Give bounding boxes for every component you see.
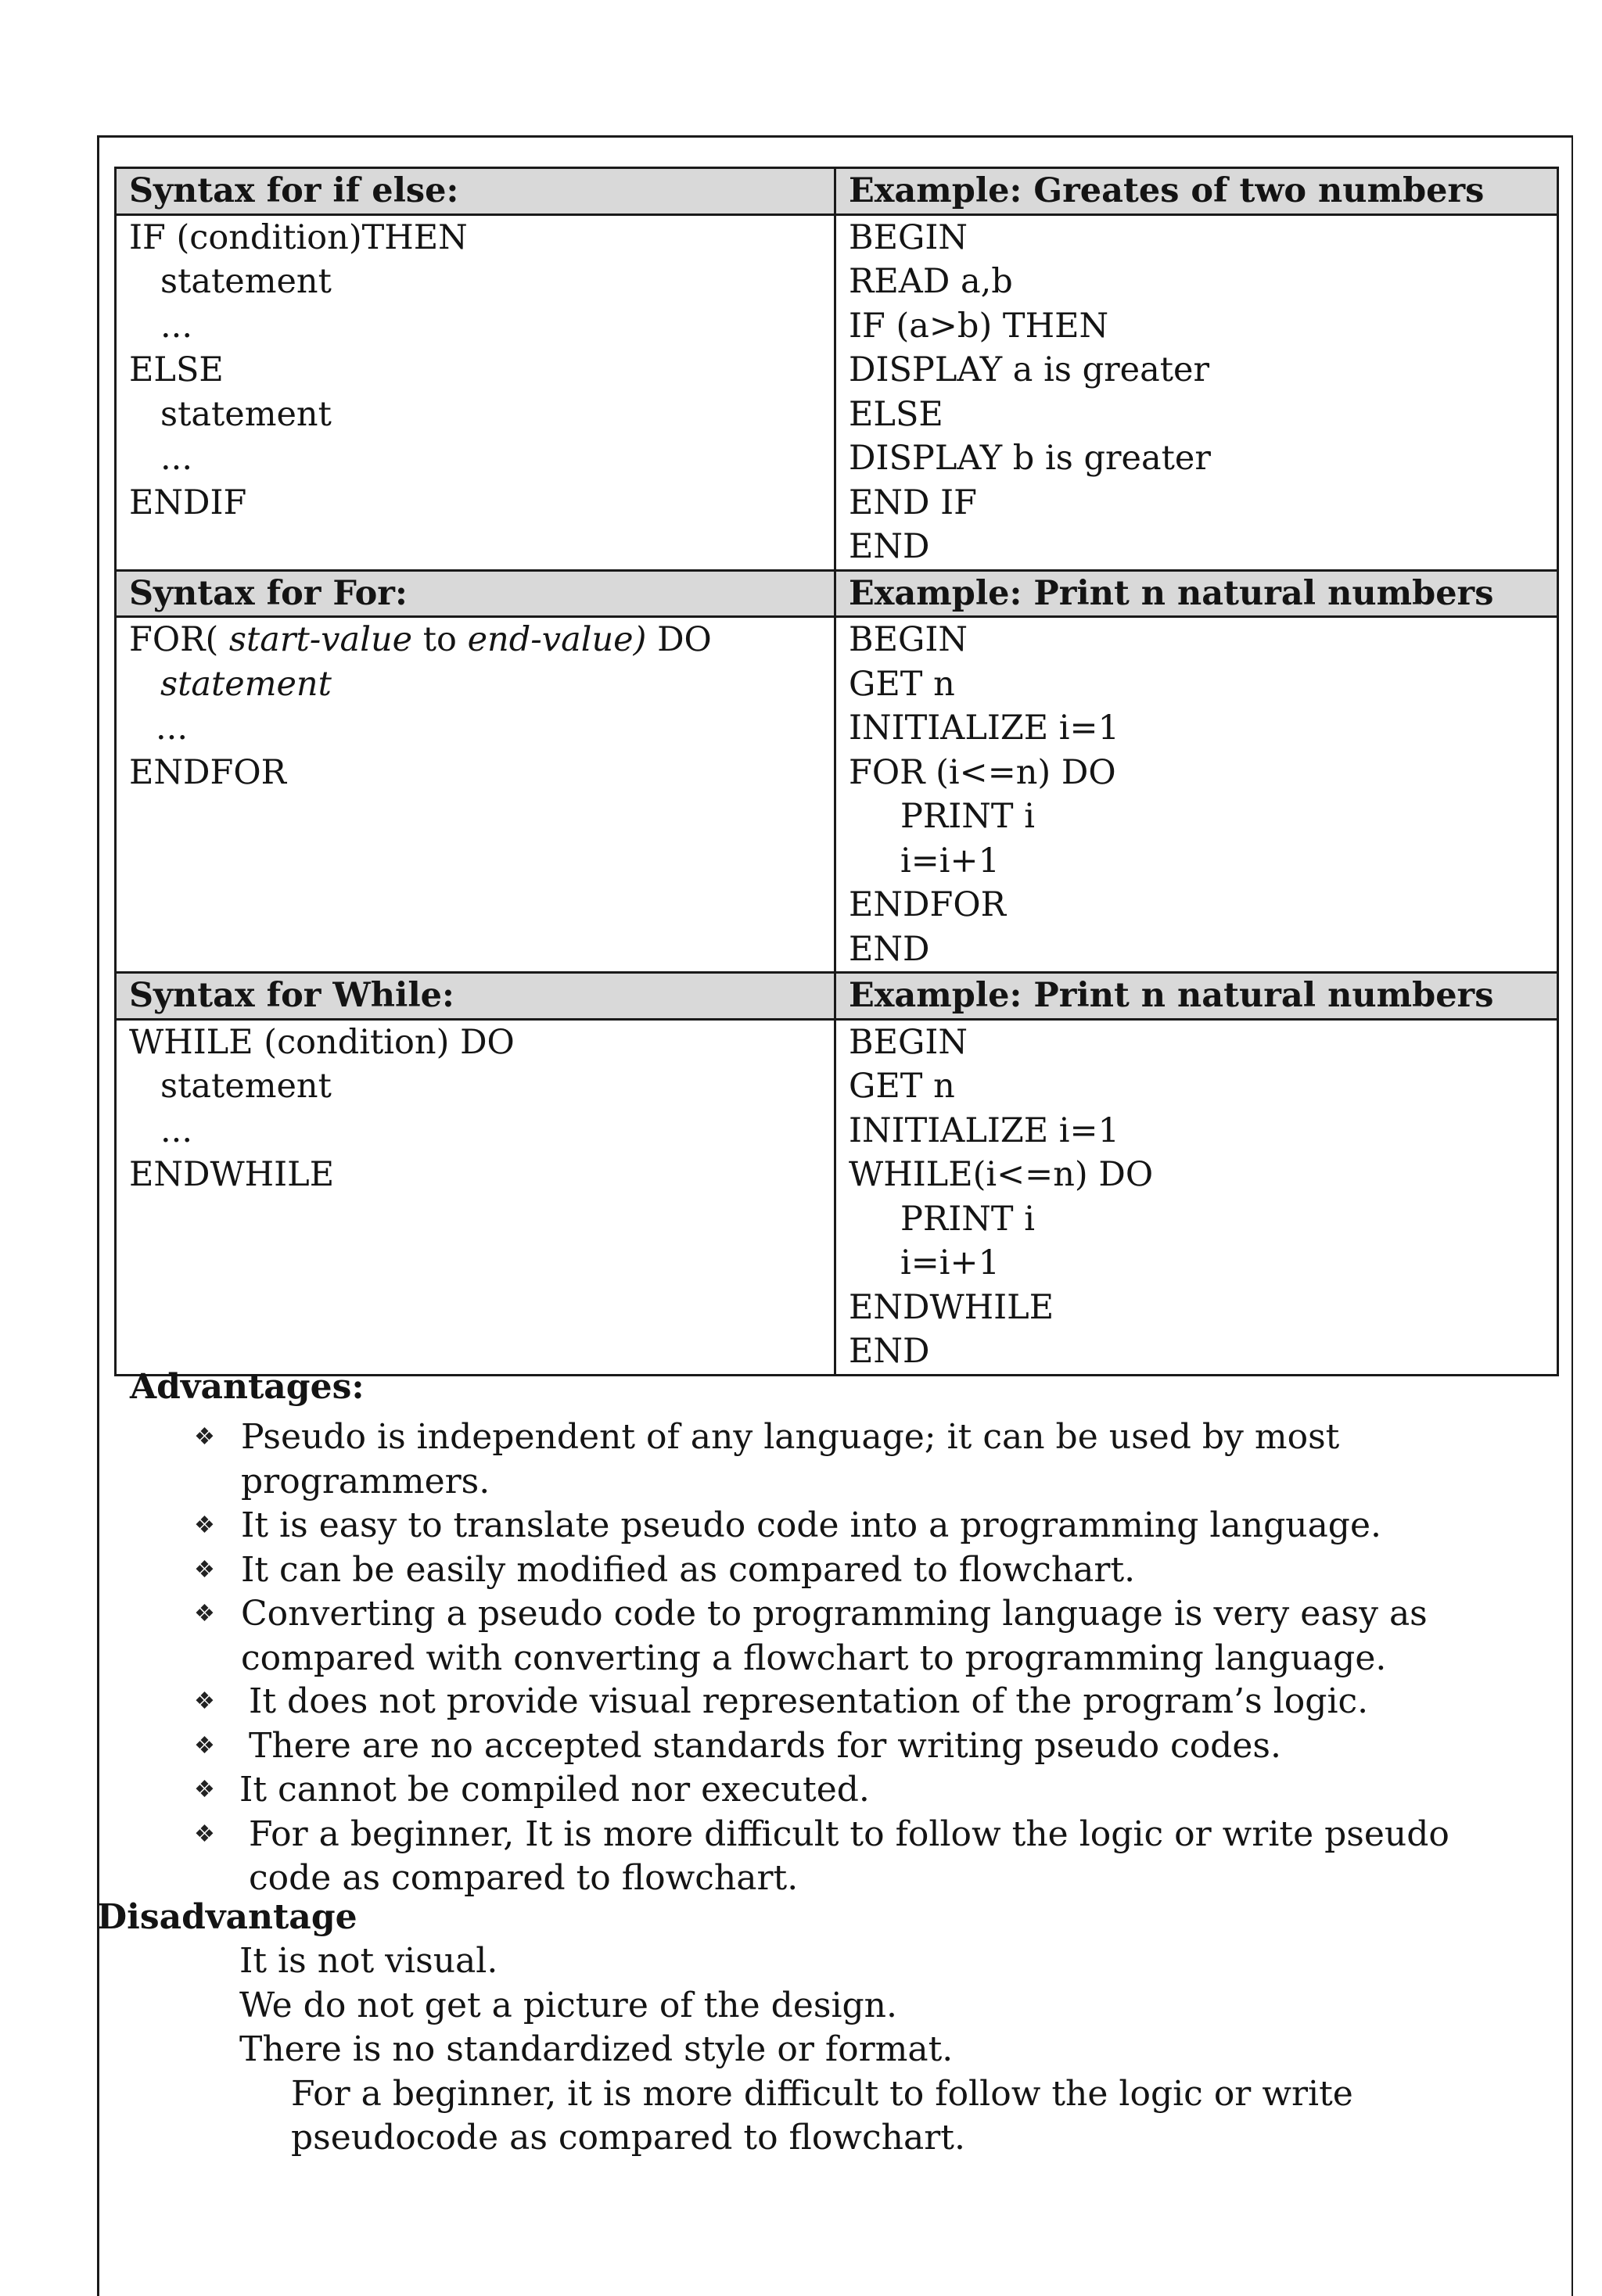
table-row: [116, 1019, 1558, 1375]
diamond-bullet-icon: ❖: [194, 1423, 215, 1451]
disadvantage-bullet-list: [194, 1680, 1524, 1901]
list-item: ❖ It cannot be compiled nor executed.: [194, 1768, 1524, 1813]
example-line: IF (a>b) THEN: [849, 306, 1109, 346]
example-line: ELSE: [849, 394, 943, 434]
example-line: GET n: [849, 664, 955, 704]
list-item: It is not visual.: [239, 1941, 498, 1981]
example-line: BEGIN: [849, 620, 968, 659]
example-cell-for: [835, 617, 1558, 973]
start-value-text: start-value: [228, 620, 413, 659]
list-item: ❖ It can be easily modified as compared to flowchart.: [194, 1548, 1524, 1593]
example-cell-while: [835, 1019, 1558, 1375]
list-item: We do not get a picture of the design.: [239, 1985, 898, 2025]
disadvantage-list: [239, 1939, 1569, 2161]
syntax-line: statement: [160, 262, 332, 301]
advantages-list: [194, 1415, 1524, 1681]
syntax-line: ...: [160, 1110, 193, 1150]
table-row: [116, 617, 1558, 973]
list-item: ❖ It does not provide visual representation of the program’s logic.: [194, 1680, 1524, 1724]
syntax-line: WHILE (condition) DO: [129, 1022, 515, 1062]
syntax-header-while: Syntax for While:: [116, 973, 835, 1020]
table-row: [116, 214, 1558, 570]
example-line: DISPLAY b is greater: [849, 439, 1211, 478]
diamond-bullet-icon: ❖: [194, 1776, 215, 1803]
disadvantage-heading: Disadvantage: [97, 1897, 357, 1937]
example-line: END: [849, 527, 930, 566]
example-line: BEGIN: [849, 217, 968, 257]
diamond-bullet-icon: ❖: [194, 1600, 215, 1627]
example-line: ENDFOR: [849, 885, 1006, 924]
syntax-line: ELSE: [129, 350, 224, 389]
diamond-bullet-icon: ❖: [194, 1820, 215, 1848]
example-header-print-n: Example: Print n natural numbers: [835, 973, 1558, 1020]
example-line: PRINT i: [900, 797, 1036, 836]
syntax-cell-for: [116, 617, 835, 973]
example-line: END: [849, 929, 930, 969]
syntax-line: statement: [160, 394, 332, 434]
syntax-line: statement: [160, 664, 332, 704]
syntax-header-for: Syntax for For:: [116, 570, 835, 617]
example-line: END: [849, 1332, 930, 1371]
for-keyword: FOR(: [129, 620, 229, 659]
example-line: INITIALIZE i=1: [849, 1110, 1119, 1150]
example-line: PRINT i: [900, 1199, 1036, 1239]
example-line: ENDWHILE: [849, 1287, 1054, 1327]
example-line: FOR (i<=n) DO: [849, 752, 1116, 792]
syntax-line: ENDIF: [129, 483, 247, 522]
syntax-line: [129, 618, 834, 662]
syntax-line: ...: [156, 709, 189, 748]
table-header-row: [116, 168, 1558, 215]
example-line: DISPLAY a is greater: [849, 350, 1210, 389]
to-keyword: to: [412, 620, 468, 659]
example-line: GET n: [849, 1067, 955, 1106]
diamond-bullet-icon: ❖: [194, 1555, 215, 1584]
example-line: i=i+1: [900, 1243, 1000, 1283]
table-header-row: [116, 570, 1558, 617]
syntax-line: statement: [160, 1067, 332, 1106]
syntax-line: ENDFOR: [129, 752, 286, 792]
list-item: ❖ Pseudo is independent of any language; it can be used by most programmers.: [194, 1417, 1340, 1501]
example-line: END IF: [849, 483, 977, 522]
syntax-line: IF (condition)THEN: [129, 217, 468, 257]
list-item: ❖ Converting a pseudo code to programming language is very easy as compared with converting a flowchart to programming language.: [194, 1594, 1428, 1678]
syntax-cell-if-else: [116, 214, 835, 570]
diamond-bullet-icon: ❖: [194, 1688, 215, 1715]
list-item: ❖ There are no accepted standards for writing pseudo codes.: [194, 1724, 1524, 1769]
table-header-row: [116, 973, 1558, 1020]
diamond-bullet-icon: ❖: [194, 1731, 215, 1760]
example-line: BEGIN: [849, 1022, 968, 1062]
example-header-greatest: Example: Greates of two numbers: [835, 168, 1558, 215]
list-item: ❖ For a beginner, It is more difficult to follow the logic or write pseudo code as compared to flowchart.: [194, 1813, 1449, 1898]
list-item: There is no standardized style or format.: [239, 2029, 954, 2069]
list-item: For a beginner, it is more difficult to follow the logic or write pseudocode as compared to flowchart.: [291, 2073, 1353, 2158]
example-line: READ a,b: [849, 262, 1013, 301]
example-header-print-n: Example: Print n natural numbers: [835, 570, 1558, 617]
end-value-text: end-value): [467, 620, 647, 659]
example-line: WHILE(i<=n) DO: [849, 1155, 1154, 1194]
do-keyword: DO: [646, 620, 712, 659]
advantages-heading: Advantages:: [130, 1367, 365, 1407]
syntax-header-if-else: Syntax for if else:: [116, 168, 835, 215]
example-line: i=i+1: [900, 841, 1000, 881]
list-item: ❖ It is easy to translate pseudo code into a programming language.: [194, 1504, 1524, 1548]
syntax-line: ...: [160, 306, 193, 346]
syntax-cell-while: [116, 1019, 835, 1375]
example-cell-greatest: [835, 214, 1558, 570]
diamond-bullet-icon: ❖: [194, 1512, 215, 1539]
syntax-line: ENDWHILE: [129, 1155, 335, 1194]
example-line: INITIALIZE i=1: [849, 709, 1119, 748]
syntax-line: ...: [160, 439, 193, 478]
pseudocode-syntax-table: [114, 167, 1559, 1376]
